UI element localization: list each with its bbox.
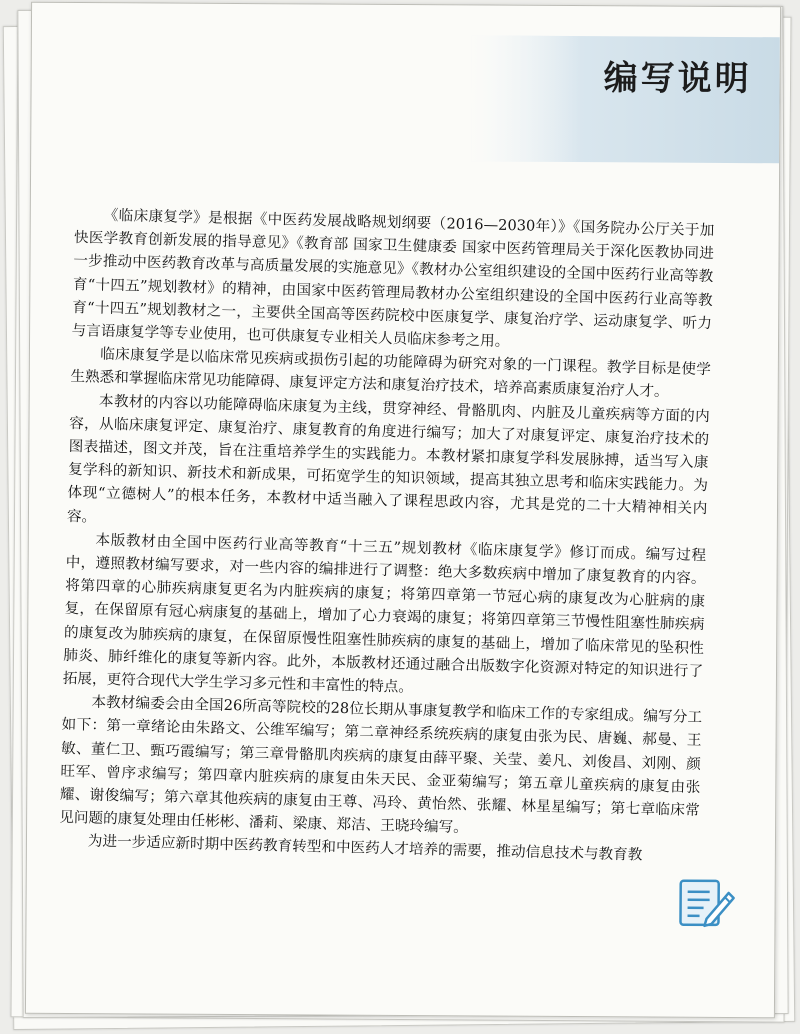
notepad-pencil-icon	[676, 875, 736, 931]
paragraph: 本教材的内容以功能障碍临床康复为主线，贯穿神经、骨骼肌肉、内脏及儿童疾病等方面的内容，从临床康复评定、康复治疗、康复教育的角度进行编写；加大了对康复评定、康复治疗技术的图表描述，图文并茂，旨在注重培养学生的实践能力。本教材紧扣康复学科发展脉搏，适当写入康复学科的新知识、新技术和新成果，可拓宽学生的知识领域，提高其独立思考和临床实践能力。为体现“立德树人”的根本任务，本教材中适当融入了课程思政内容，尤其是党的二十大精神相关内容。	[66, 392, 710, 526]
paragraph: 本教材编委会由全国26所高等院校的28位长期从事康复教学和临床工作的专家组成。编写分工如下：第一章绪论由朱路文、公维军编写；第二章神经系统疾病的康复由张为民、唐巍、郝曼、王敏、董仁卫、甄巧霞编写；第三章骨骼肌肉疾病的康复由薛平聚、关莹、姜凡、刘俊昌、刘刚、颜旺军、曾序求编写；第四章内脏疾病的康复由朱天民、金亚菊编写；第五章儿童疾病的康复由张耀、谢俊编写；第六章其他疾病的康复由王尊、冯玲、黄怡然、张耀、林星星编写；第七章临床常见问题的康复处理由任彬彬、潘莉、梁康、郑洁、王晓玲编写。	[59, 693, 703, 837]
body-text	[58, 203, 714, 869]
page-title: 编写说明	[603, 58, 752, 100]
paragraph: 本版教材由全国中医药行业高等教育“十三五”规划教材《临床康复学》修订而成。编写过程中，遵照教材编写要求，对一些内容的编排进行了调整：绝大多数疾病中增加了康复教育的内容。将第四章的心肺疾病康复更名为内脏疾病的康复；将第四章第一节冠心病的康复改为心脏病的康复，在保留原有冠心病康复的基础上，增加了心力衰竭的康复；将第四章第三节慢性阻塞性肺疾病的康复改为肺疾病的康复，在保留原慢性阻塞性肺疾病的康复的基础上，增加了临床常见的坠积性肺炎、肺纤维化的康复等新内容。此外，本版教材还通过融合出版数字化资源对特定的知识进行了拓展，更符合现代大学生学习多元性和丰富性的特点。	[62, 531, 707, 696]
paragraph: 临床康复学是以临床常见疾病或损伤引起的功能障碍为研究对象的一门课程。教学目标是使学生熟悉和掌握临床常见功能障碍、康复评定方法和康复治疗技术，培养高素质康复治疗人才。	[70, 345, 712, 401]
paragraph: 为进一步适应新时期中医药教育转型和中医药人才培养的需要，推动信息技术与教育教	[87, 833, 643, 865]
paragraph: 《临床康复学》是根据《中医药发展战略规划纲要（2016—2030年）》《国务院办公厅关于加快医学教育创新发展的指导意见》《教育部 国家卫生健康委 国家中医药管理局关于深化医教协同进一步推动中医药教育改革与高质量发展的实施意见》《教材办公室组织建设的全国中医药行业高等教育“十四五”规划教材》的精神，由国家中医药管理局教材办公室组织建设的全国中医药行业高等教育“十四五”规划教材之一，主要供全国高等医药院校中医康复学、康复治疗学、运动康复学、听力与言语康复学等专业使用，也可供康复专业相关人员临床参考之用。	[71, 206, 715, 351]
document-page	[25, 2, 781, 1019]
